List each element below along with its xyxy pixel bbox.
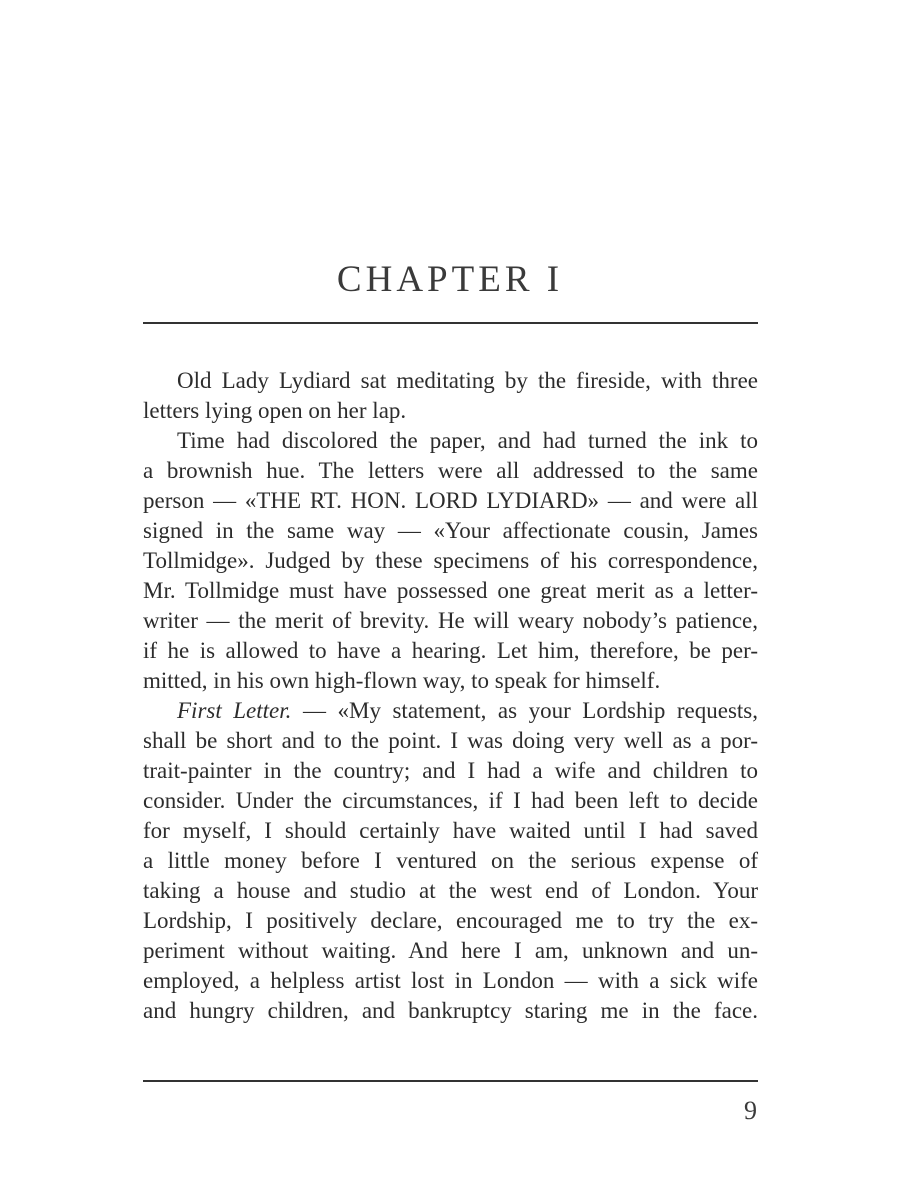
bottom-rule <box>143 1080 758 1082</box>
text-line: signed in the same way — «Your affectionate cousin, James <box>143 518 758 543</box>
text-line: Mr. Tollmidge must have possessed one great merit as a letter- <box>143 578 758 603</box>
text-line: if he is allowed to have a hearing. Let him, therefore, be per- <box>143 638 758 663</box>
top-rule <box>143 322 758 324</box>
text-line-rest: — «My statement, as your Lordship requests, <box>291 698 759 723</box>
text-line <box>143 696 758 726</box>
text-line: employed, a helpless artist lost in London — with a sick wife <box>143 968 758 993</box>
text-line: Time had discolored the paper, and had turned the ink to <box>177 428 758 453</box>
text-line: Lordship, I positively declare, encouraged me to try the ex- <box>143 908 758 933</box>
text-line: and hungry children, and bankruptcy staring me in the face. <box>143 998 758 1023</box>
text-line: a brownish hue. The letters were all addressed to the same <box>143 458 758 483</box>
text-line: a little money before I ventured on the serious expense of <box>143 848 758 873</box>
text-line: writer — the merit of brevity. He will weary nobody’s patience, <box>143 608 758 633</box>
text-line: for myself, I should certainly have waited until I had saved <box>143 818 758 843</box>
text-line: letters lying open on her lap. <box>143 398 407 423</box>
body-text <box>143 366 758 1026</box>
text-line: taking a house and studio at the west end of London. Your <box>143 878 758 903</box>
paragraph-3 <box>143 696 758 1026</box>
text-line: mitted, in his own high-flown way, to speak for himself. <box>143 668 661 693</box>
paragraph-1 <box>143 366 758 426</box>
text-line: periment without waiting. And here I am, unknown and un- <box>143 938 758 963</box>
page-number: 9 <box>744 1096 757 1125</box>
text-line: Tollmidge». Judged by these specimens of his correspondence, <box>143 548 758 573</box>
text-line: trait-painter in the country; and I had a wife and children to <box>143 758 758 783</box>
text-line: consider. Under the circumstances, if I had been left to decide <box>143 788 758 813</box>
text-line: shall be short and to the point. I was doing very well as a por- <box>143 728 758 753</box>
chapter-title: CHAPTER I <box>336 259 564 300</box>
text-line: person — «THE RT. HON. LORD LYDIARD» — and were all <box>143 488 758 513</box>
letter-heading: First Letter. <box>177 698 292 723</box>
text-line: Old Lady Lydiard sat meditating by the fireside, with three <box>177 368 758 393</box>
paragraph-2 <box>143 426 758 696</box>
